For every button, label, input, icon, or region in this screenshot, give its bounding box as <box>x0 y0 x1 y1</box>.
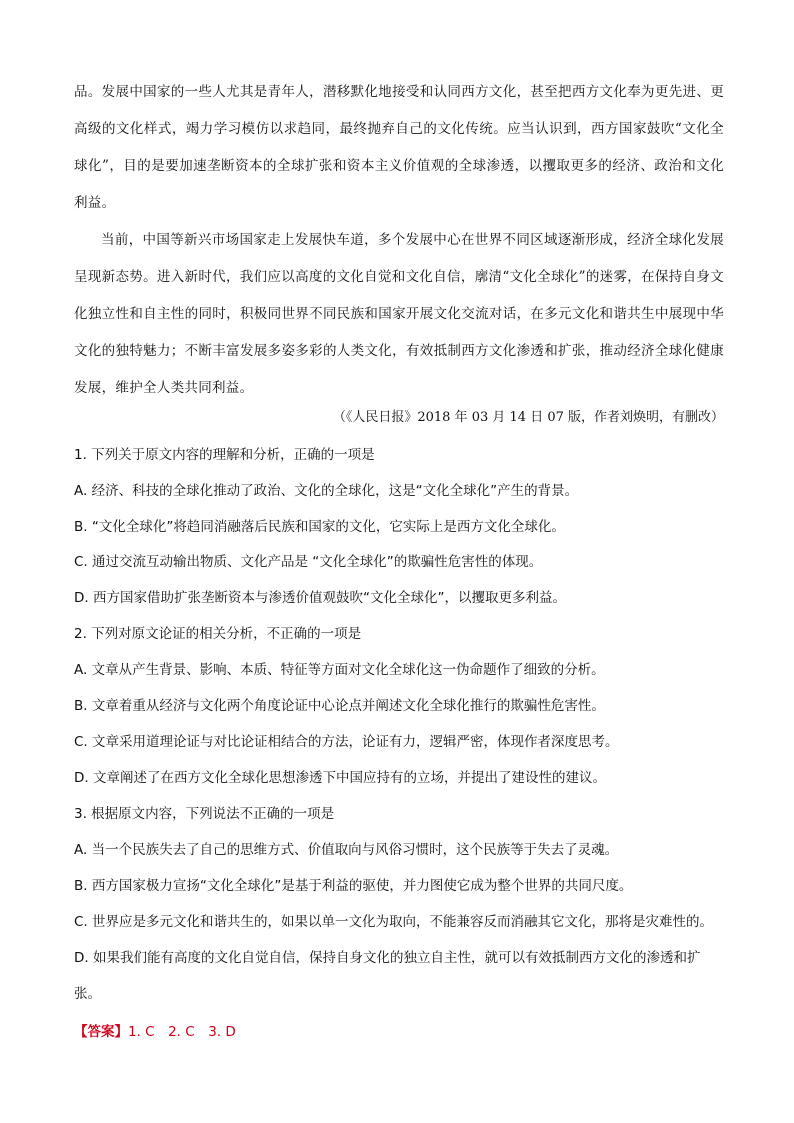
passage-paragraph-2: 当前，中国等新兴市场国家走上发展快车道，多个发展中心在世界不同区域逐渐形成，经济全球化发展呈现新态势。进入新时代，我们应以高度的文化自觉和文化自信，廓清“文化全球化”的迷雾，在保持自身文化独立性和自主性的同时，积极同世界不同民族和国家开展文化交流对话，在多元文化和谐共生中展现中华文化的独特魅力；不断丰富发展多姿多彩的人类文化，有效抵制西方文化渗透和扩张，推动经济全球化健康发展，维护全人类共同利益。 <box>74 232 724 396</box>
question-2-option-b: B. 文章着重从经济与文化两个角度论证中心论点并阐述文化全球化推行的欺骗性危害性。 <box>74 698 605 714</box>
question-1-option-a: A. 经济、科技的全球化推动了政治、文化的全球化，这是“文化全球化”产生的背景。 <box>74 483 579 499</box>
question-3-option-d: D. 如果我们能有高度的文化自觉自信，保持自身文化的独立自主性，就可以有效抵制西方文化的渗透和扩 <box>74 950 701 966</box>
question-3-option-a: A. 当一个民族失去了自己的思维方式、价值取向与风俗习惯时，这个民族等于失去了灵魂。 <box>74 842 619 858</box>
answer-label: 【答案】 <box>74 1024 128 1040</box>
answer-text: 1. C 2. C 3. D <box>128 1024 236 1040</box>
passage-paragraph-1: 品。发展中国家的一些人尤其是青年人，潜移默化地接受和认同西方文化，甚至把西方文化奉为更先进、更高级的文化样式，竭力学习模仿以求趋同，最终抛弃自己的文化传统。应当认识到，西方国家鼓吹“文化全球化”，目的是要加速垄断资本的全球扩张和资本主义价值观的全球渗透，以攫取更多的经济、政治和文化利益。 <box>74 84 724 211</box>
question-2-option-d: D. 文章阐述了在西方文化全球化思想渗透下中国应持有的立场，并提出了建设性的建议。 <box>74 770 606 786</box>
question-3-option-c: C. 世界应是多元文化和谐共生的，如果以单一文化为取向，不能兼容反而消融其它文化，那将是灾难性的。 <box>74 914 714 930</box>
question-3-option-d-continued: 张。 <box>74 986 101 1002</box>
question-3-stem: 3. 根据原文内容，下列说法不正确的一项是 <box>74 806 335 822</box>
question-1-option-c: C. 通过交流互动输出物质、文化产品是 “文化全球化”的欺骗性危害性的体现。 <box>74 554 543 570</box>
answer-line <box>74 1014 734 1050</box>
question-1-option-b: B. “文化全球化”将趋同消融落后民族和国家的文化，它实际上是西方文化全球化。 <box>74 519 565 535</box>
question-3-option-b: B. 西方国家极力宣扬“文化全球化”是基于利益的驱使，并力图使它成为整个世界的共同尺度。 <box>74 878 633 894</box>
question-2-stem: 2. 下列对原文论证的相关分析，不正确的一项是 <box>74 626 362 642</box>
passage-source: （《人民日报》2018 年 03 月 14 日 07 版，作者刘焕明，有删改） <box>332 410 724 425</box>
question-1-option-d: D. 西方国家借助扩张垄断资本与渗透价值观鼓吹“文化全球化”，以攫取更多利益。 <box>74 590 566 606</box>
question-1-stem: 1. 下列关于原文内容的理解和分析，正确的一项是 <box>74 447 375 463</box>
question-2-option-c: C. 文章采用道理论证与对比论证相结合的方法，论证有力，逻辑严密，体现作者深度思考。 <box>74 734 619 750</box>
question-2-option-a: A. 文章从产生背景、影响、本质、特征等方面对文化全球化这一伪命题作了细致的分析。 <box>74 662 605 678</box>
